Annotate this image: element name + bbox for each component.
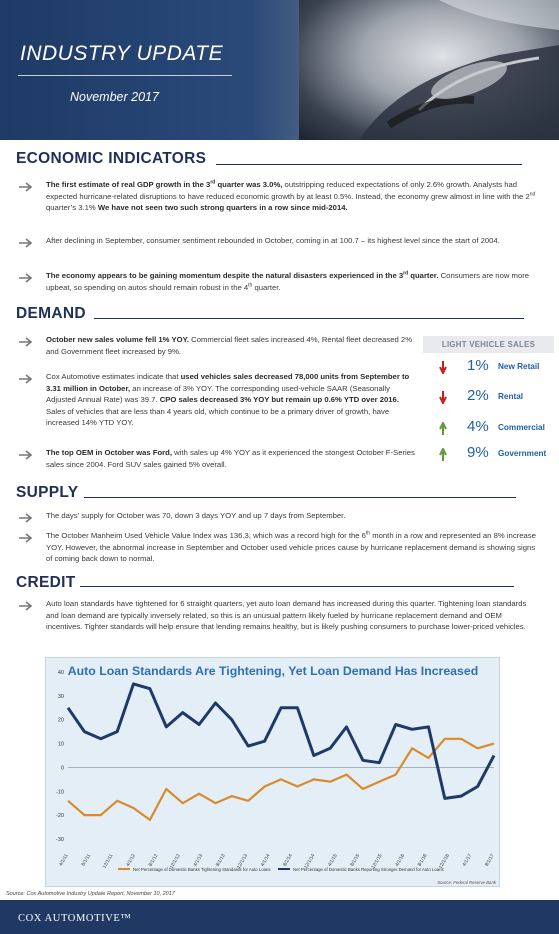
chart-title: Auto Loan Standards Are Tightening, Yet Loan Demand Has Increased — [67, 664, 479, 678]
demand-bullet-2 — [18, 371, 418, 433]
section-economic-indicators: ECONOMIC INDICATORS — [16, 150, 207, 167]
series-line-2 — [68, 684, 494, 799]
section-rule — [80, 586, 514, 587]
chart-source: Source: Federal Reserve Bank — [437, 880, 496, 885]
down-arrow-icon — [439, 361, 447, 374]
bullet-text: The days' supply for October was 70, down 3 days YOY and up 7 days from September. — [46, 511, 346, 520]
light-vehicle-sales-title: LIGHT VEHICLE SALES — [423, 336, 554, 353]
x-tick-label: 8/1/13 — [215, 853, 227, 868]
lvs-label: Commercial — [498, 423, 545, 432]
x-tick-label: 12/1/12 — [169, 853, 182, 870]
x-tick-label: 12/1/13 — [236, 853, 250, 870]
series-line-1 — [68, 739, 494, 820]
x-tick-label: 8/1/11 — [81, 853, 93, 868]
arrow-right-icon — [18, 336, 34, 348]
y-tick-label: 40 — [57, 670, 64, 676]
lvs-label: Government — [498, 449, 547, 458]
legend-label: Net Percentage of Domestic Banks Tightening Standards for Auto Loans — [133, 866, 271, 872]
arrow-right-icon — [18, 373, 34, 385]
x-tick-label: 12/1/16 — [438, 853, 451, 870]
bullet-text: After declining in September, consumer sentiment rebounded in October, coming in at 100.7 – its highest level since the start of 2004. — [46, 236, 500, 245]
y-tick-label: -20 — [56, 813, 64, 820]
x-tick-label: 4/1/12 — [125, 853, 137, 868]
x-tick-label: 8/1/15 — [350, 853, 362, 868]
lvs-row-commercial — [423, 417, 554, 439]
lvs-value: 2% — [467, 387, 489, 404]
x-tick-label: 8/1/14 — [282, 853, 294, 868]
x-tick-label: 8/1/16 — [417, 853, 429, 868]
x-tick-label: 12/1/11 — [102, 853, 115, 870]
header-banner — [0, 0, 559, 140]
issue-date: November 2017 — [70, 90, 159, 104]
section-demand: DEMAND — [16, 305, 86, 322]
header-photo — [299, 0, 559, 140]
bullet-text: Cox Automotive estimates indicate that used vehicles sales decreased 78,000 units from September to 3.31 million in October, an increase of 3% YOY. The corresponding used-vehicle SAAR (Seasonally Adjusted Annual Rate) was 39.7. CPO sales decreased 3% YOY but remain up 0.6% YTD over 2016. Sales of vehicles that are less than 4 years old, which continue to be a primary driver of growth, have increased 14% YTD YOY. — [46, 372, 410, 428]
demand-bullet-1 — [18, 334, 418, 360]
lvs-row-new-retail — [423, 356, 554, 378]
arrow-right-icon — [18, 600, 34, 612]
lvs-value: 1% — [467, 357, 489, 374]
credit-bullet-1 — [18, 598, 538, 648]
lvs-row-rental — [423, 386, 554, 408]
source-note: Source: Cox Automotive Industry Update Report, November 10, 2017 — [6, 891, 175, 897]
bullet-text: The top OEM in October was Ford, with sales up 4% YOY as it experienced the stongest October F-Series sales since 2004. Ford SUV sales gained 5% overall. — [46, 448, 415, 469]
y-tick-label: 20 — [57, 717, 64, 724]
x-tick-label: 8/1/12 — [148, 853, 160, 868]
arrow-right-icon — [18, 237, 34, 249]
lvs-row-government — [423, 443, 554, 465]
arrow-right-icon — [18, 512, 34, 524]
y-tick-label: 0 — [60, 765, 64, 772]
arrow-right-icon — [18, 272, 34, 284]
x-tick-label: 12/1/15 — [371, 853, 384, 870]
lvs-label: Rental — [498, 392, 524, 401]
arrow-right-icon — [18, 532, 34, 544]
x-tick-label: 4/1/14 — [260, 853, 272, 868]
economic-bullet-1 — [18, 179, 538, 225]
legend-label: Net Percentage of Domestic Banks Reporting Stronger Demand for Auto Loans — [293, 866, 444, 872]
y-tick-label: 30 — [57, 693, 64, 700]
supply-bullet-2 — [18, 530, 538, 566]
light-vehicle-sales-panel — [423, 336, 554, 469]
section-rule — [84, 497, 516, 498]
cox-automotive-logo: COX AUTOMOTIVE™ — [18, 913, 132, 924]
y-tick-label: 10 — [57, 741, 64, 748]
section-supply: SUPPLY — [16, 484, 79, 501]
bullet-text: The economy appears to be gaining momentum despite the natural disasters experienced in the 3rd quarter. Consumers are now more upbeat, so spending on autos should remain robust in the 4th quarter. — [46, 270, 530, 292]
lvs-label: New Retail — [498, 362, 540, 371]
up-arrow-icon — [439, 422, 447, 435]
demand-bullet-3 — [18, 447, 418, 473]
x-tick-label: 4/1/17 — [462, 853, 474, 868]
y-tick-label: -10 — [56, 789, 64, 796]
economic-bullet-3 — [18, 270, 538, 294]
up-arrow-icon — [439, 448, 447, 461]
arrow-right-icon — [18, 449, 34, 461]
bullet-text: October new sales volume fell 1% YOY. Commercial fleet sales increased 4%, Rental fleet decreased 2% and Government fleet increased by 9%. — [46, 335, 413, 356]
bullet-text: Auto loan standards have tightened for 6 straight quarters, yet auto loan demand has increased during this quarter. Tightening loan standards and loan demand are typically inversely related, so this is an unusual pattern likely fueled by hurricane replacement demand and OEM incentives. Tighter standards will help ensure that lending remains healthy, but is likely pushing consumers to purchase lower-priced vehicles. — [46, 599, 527, 632]
x-tick-label: 4/1/16 — [395, 853, 407, 868]
y-tick-label: -30 — [56, 837, 64, 843]
x-tick-label: 4/1/13 — [193, 853, 205, 868]
down-arrow-icon — [439, 391, 447, 404]
section-rule — [94, 318, 524, 319]
bullet-text: The October Manheim Used Vehicle Value Index was 136.3, which was a record high for the 6th month in a row and represented an 8% increase YOY. However, the abnormal increase in September and October used vehicle prices cause by hurricane replacement demand is showing signs of coming back down to normal. — [46, 530, 536, 564]
arrow-right-icon — [18, 181, 34, 193]
footer-bar — [0, 900, 559, 934]
supply-bullet-1 — [18, 510, 538, 524]
lvs-value: 9% — [467, 444, 489, 461]
x-tick-label: 8/1/17 — [484, 853, 496, 868]
title-rule — [18, 75, 232, 76]
economic-bullet-2 — [18, 235, 538, 259]
auto-loan-chart — [45, 657, 500, 887]
x-tick-label: 4/1/11 — [58, 853, 70, 868]
lvs-value: 4% — [467, 418, 489, 435]
section-credit: CREDIT — [16, 574, 76, 591]
x-tick-label: 12/1/14 — [304, 853, 317, 870]
bullet-text: The first estimate of real GDP growth in the 3rd quarter was 3.0%, outstripping reduced expectations of only 2.6% growth. Analysts had expected hurricane-related disruptions to have reduced economic growth by at least 0.5%. Instead, the economy grew almost in line with the 2nd quarter’s 3.1% We have not seen two such strong quarters in a row since mid-2014. — [46, 179, 536, 213]
x-tick-label: 4/1/15 — [327, 853, 339, 868]
section-rule — [216, 164, 522, 165]
chart-svg — [46, 658, 501, 888]
page-title: INDUSTRY UPDATE — [20, 42, 224, 65]
